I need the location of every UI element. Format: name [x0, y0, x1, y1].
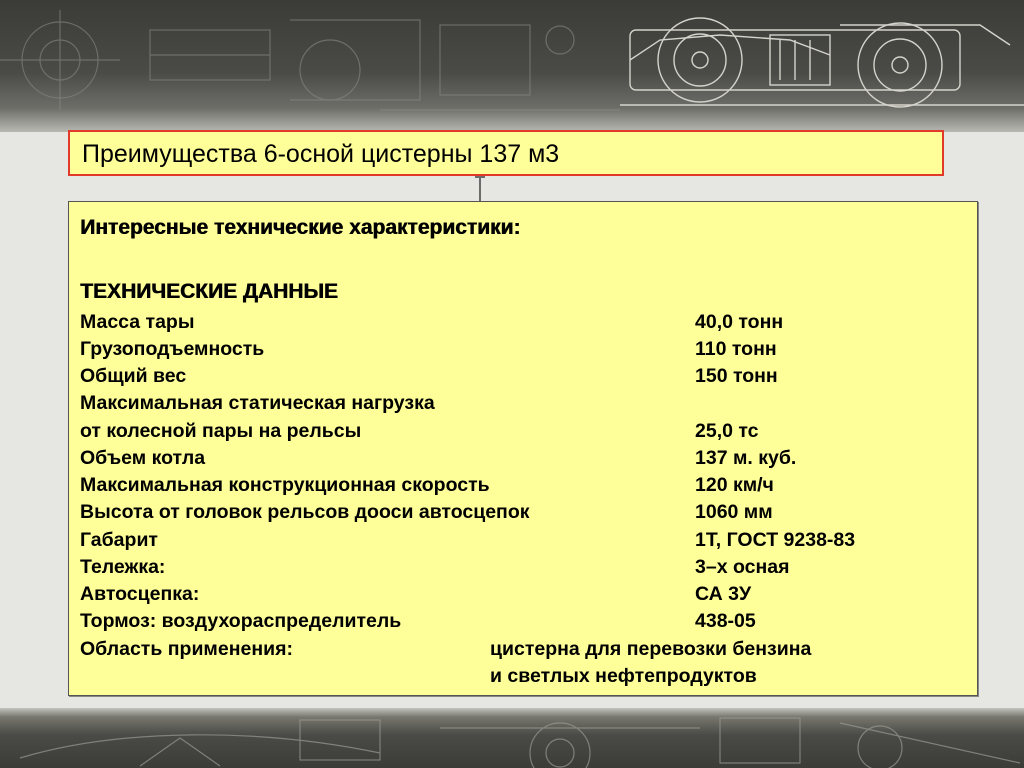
- bottom-decorative-band: [0, 708, 1024, 768]
- connector-tick: [475, 176, 485, 178]
- spec-label: Автосцепка:: [80, 583, 200, 605]
- specs-box: [68, 201, 978, 696]
- spec-value: 25,0 тс: [695, 420, 759, 442]
- spec-label: Максимальная конструкционная скорость: [80, 474, 490, 496]
- spec-label: Тележка:: [80, 556, 166, 578]
- spec-value: 110 тонн: [695, 338, 777, 360]
- bogie-drawing-bottom: [0, 708, 1024, 768]
- spec-value: 137 м. куб.: [695, 447, 797, 469]
- spec-label: от колесной пары на рельсы: [80, 420, 362, 442]
- application-value-line-1: цистерна для перевозки бензина: [490, 638, 812, 660]
- spec-label: Высота от головок рельсов дооси автосцепок: [80, 501, 530, 523]
- application-label: Область применения:: [80, 638, 293, 660]
- spec-label: Общий вес: [80, 365, 187, 387]
- spec-value: 438-05: [695, 610, 756, 632]
- spec-value: 1060 мм: [695, 501, 773, 523]
- spec-label: Максимальная статическая нагрузка: [80, 392, 435, 414]
- specs-subtitle: Интересные технические характеристики:: [80, 216, 521, 239]
- application-value-line-2: и светлых нефтепродуктов: [490, 665, 757, 687]
- spec-value: 40,0 тонн: [695, 311, 784, 333]
- title-box: [68, 130, 944, 176]
- spec-value: 3–х осная: [695, 556, 790, 578]
- spec-label: Габарит: [80, 529, 158, 551]
- spec-label: Тормоз: воздухораспределитель: [80, 610, 402, 632]
- spec-value: СА 3У: [695, 583, 752, 605]
- bogie-drawing-top: [0, 0, 1024, 132]
- spec-value: 150 тонн: [695, 365, 778, 387]
- spec-label: Грузоподъемность: [80, 338, 265, 360]
- spec-value: 120 км/ч: [695, 474, 774, 496]
- section-heading: ТЕХНИЧЕСКИЕ ДАННЫЕ: [80, 280, 338, 303]
- spec-label: Масса тары: [80, 311, 195, 333]
- slide-title: Преимущества 6-осной цистерны 137 м3: [82, 140, 560, 168]
- spec-value: 1Т, ГОСТ 9238-83: [695, 529, 856, 551]
- top-decorative-band: [0, 0, 1024, 132]
- spec-label: Объем котла: [80, 447, 206, 469]
